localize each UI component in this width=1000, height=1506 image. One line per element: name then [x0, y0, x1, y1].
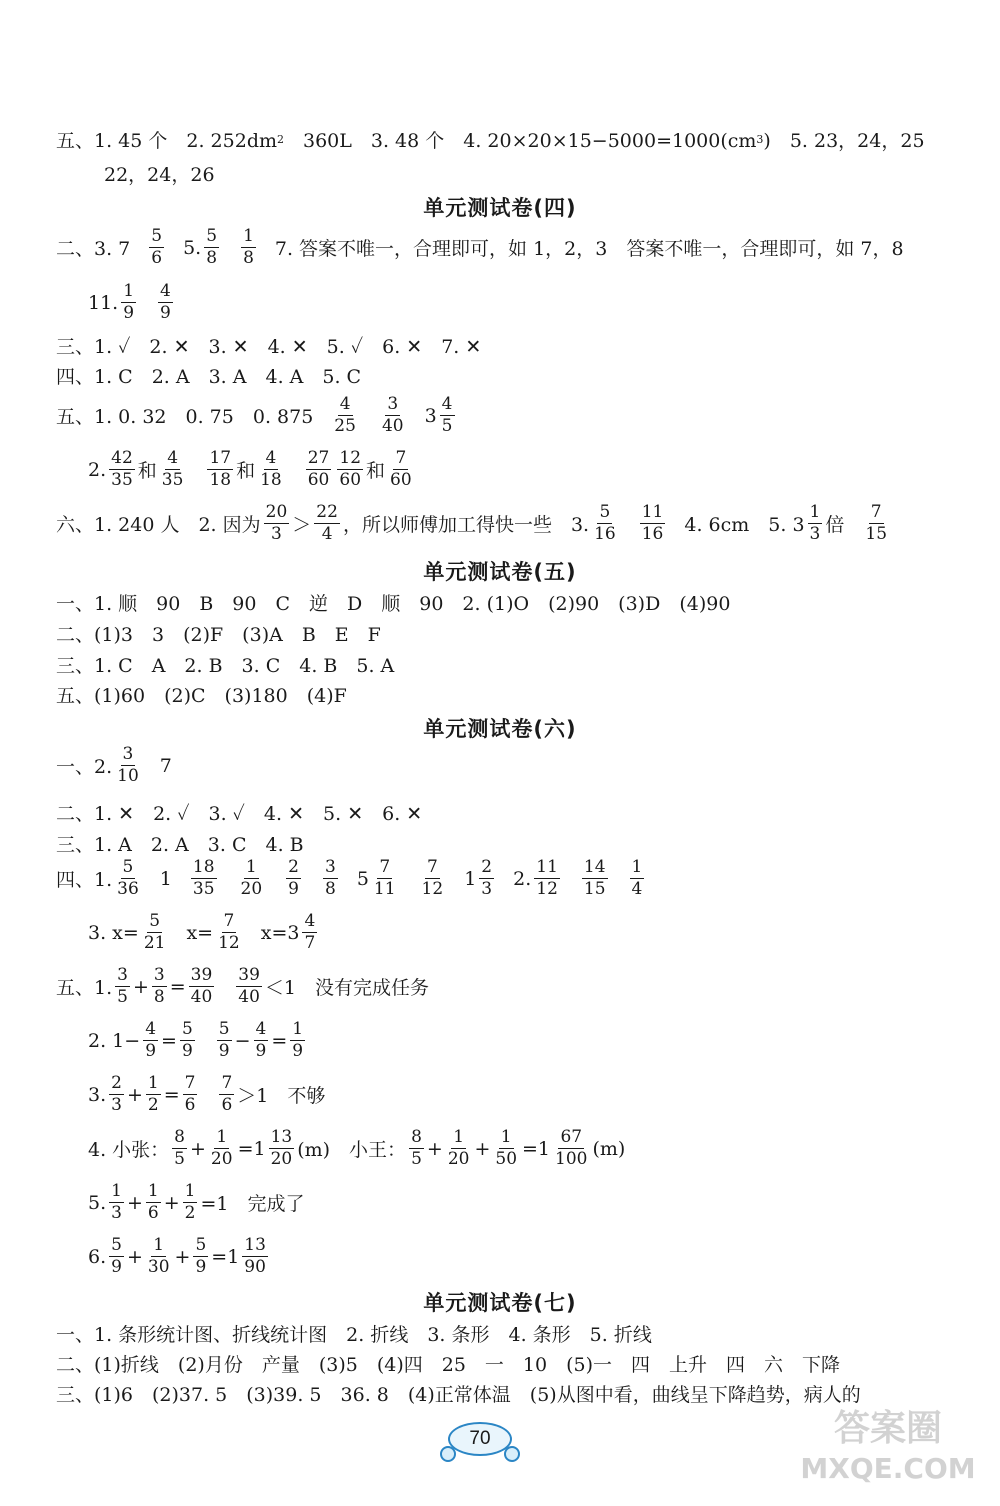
fraction: $\frac{3}{40}$ — [381, 394, 404, 436]
answer-text: 二、1. ✕ 2. ✓ 3. ✓ 4. ✕ 5. ✕ 6. ✕ — [56, 803, 423, 825]
answer-line — [56, 589, 730, 616]
fraction: $\frac{1}{3}$ — [809, 502, 821, 544]
answer-text: 和 — [366, 460, 386, 482]
answer-text: =1 — [522, 1137, 551, 1160]
answer-text: 六、1. 240 人 2. 因为 — [56, 514, 261, 536]
answer-text: + — [426, 1137, 443, 1160]
answer-text: ，所以师傅加工得快一些 3. — [342, 514, 590, 536]
answer-line — [56, 1350, 840, 1377]
fraction: $\frac{11}{16}$ — [641, 502, 664, 544]
fraction: $\frac{13}{90}$ — [244, 1235, 266, 1277]
superscript: 3 — [756, 133, 764, 146]
answer-text: 三、1. C A 2. B 3. C 4. B 5. A — [56, 655, 395, 677]
fraction: $\frac{3}{5}$ — [117, 965, 128, 1007]
answer-line — [56, 1380, 861, 1407]
fraction: $\frac{1}{8}$ — [243, 226, 254, 268]
answer-text: ＜1 没有完成任务 — [264, 977, 430, 999]
fraction: $\frac{42}{35}$ — [111, 448, 133, 490]
answer-text: 7 — [159, 754, 172, 777]
answer-line — [56, 830, 304, 857]
answer-text: 五、1. — [56, 977, 113, 999]
answer-text: 5 — [356, 867, 369, 890]
answer-text: 2. 1− — [88, 1029, 141, 1052]
watermark-logo — [788, 1398, 988, 1492]
fraction: $\frac{1}{20}$ — [240, 857, 263, 899]
answer-text: 四、1. C 2. A 3. A 4. A 5. C — [56, 366, 362, 388]
fraction: $\frac{1}{9}$ — [123, 281, 135, 323]
answer-text: 四、1. — [56, 869, 113, 891]
answer-text: =1 — [237, 1137, 266, 1160]
answer-line — [56, 228, 904, 267]
answer-line — [88, 1183, 304, 1222]
fraction: $\frac{2}{3}$ — [111, 1073, 122, 1115]
answer-text: 11. — [88, 291, 119, 314]
answer-text: + — [126, 1191, 143, 1214]
answer-line — [56, 332, 481, 359]
answer-text: 5. — [183, 236, 202, 259]
fraction: $\frac{2}{3}$ — [481, 857, 493, 899]
answer-text: 一、1. 条形统计图、折线统计图 2. 折线 3. 条形 4. 条形 5. 折线 — [56, 1324, 652, 1346]
watermark-bottom-text: MXQE.COM — [800, 1452, 976, 1485]
fraction: $\frac{18}{35}$ — [192, 857, 215, 899]
answer-text: = — [271, 1029, 288, 1052]
answer-text: 三、(1)6 (2)37. 5 (3)39. 5 36. 8 (4)正常体温 (5)从图中看，曲线呈下降趋势，病人的 — [56, 1384, 861, 1406]
answer-line — [88, 1021, 308, 1060]
answer-text: 3. — [88, 1083, 107, 1106]
section-heading: 单元测试卷(四) — [423, 196, 577, 220]
answer-text: 和 — [137, 460, 157, 482]
answer-text: 1 — [159, 867, 172, 890]
answer-text: ＞ — [292, 514, 312, 536]
fraction: $\frac{4}{18}$ — [260, 448, 282, 490]
answer-line — [56, 620, 381, 647]
answer-text: 3 — [424, 404, 437, 427]
fraction: $\frac{8}{5}$ — [174, 1127, 185, 1169]
page-number — [440, 1418, 520, 1464]
fraction: $\frac{1}{3}$ — [111, 1181, 122, 1223]
answer-line — [88, 1075, 325, 1114]
fraction: $\frac{7}{6}$ — [221, 1073, 233, 1115]
answer-text: x=3 — [260, 921, 300, 944]
fraction: $\frac{7}{6}$ — [184, 1073, 196, 1115]
fraction: $\frac{1}{9}$ — [292, 1019, 304, 1061]
answer-text: + — [132, 975, 149, 998]
fraction: $\frac{1}{2}$ — [184, 1181, 196, 1223]
answer-text: = — [169, 975, 186, 998]
answer-line — [88, 913, 320, 952]
fraction: $\frac{20}{3}$ — [265, 502, 288, 544]
answer-line — [56, 396, 458, 435]
fraction: $\frac{39}{40}$ — [190, 965, 213, 1007]
answer-text: 一、2. — [56, 756, 113, 778]
fraction: $\frac{5}{6}$ — [151, 226, 163, 268]
answer-line — [88, 450, 417, 489]
answer-text: + — [190, 1137, 206, 1160]
page-number-text: 70 — [469, 1428, 491, 1449]
answer-text: (m) — [592, 1137, 626, 1160]
section-heading: 单元测试卷(五) — [423, 560, 577, 584]
fraction: $\frac{1}{4}$ — [631, 857, 643, 899]
answer-line — [56, 362, 361, 389]
answer-text: 倍 — [825, 514, 845, 536]
answer-text: 5. — [88, 1191, 107, 1214]
fraction: $\frac{5}{9}$ — [195, 1235, 207, 1277]
fraction: $\frac{3}{10}$ — [117, 744, 139, 786]
fraction: $\frac{5}{16}$ — [594, 502, 616, 544]
fraction: $\frac{4}{5}$ — [441, 394, 453, 436]
answer-text: 360L 3. 48 个 4. 20×20×15−5000=1000(cm — [284, 130, 757, 152]
answer-text: 五、1. 45 个 2. 252dm — [56, 130, 277, 152]
fraction: $\frac{67}{100}$ — [555, 1127, 588, 1169]
answer-text: 4. 6cm 5. 3 — [684, 514, 805, 536]
answer-text: 1 — [464, 867, 477, 890]
answer-text: =1 — [211, 1245, 240, 1268]
fraction: $\frac{5}{9}$ — [218, 1019, 230, 1061]
answer-text: 三、1. A 2. A 3. C 4. B — [56, 834, 304, 856]
answer-text: 7. 答案不唯一，合理即可，如 1，2，3 答案不唯一，合理即可，如 7，8 — [274, 238, 904, 260]
answer-line — [104, 160, 215, 187]
fraction: $\frac{3}{8}$ — [324, 857, 336, 899]
fraction: $\frac{39}{40}$ — [238, 965, 260, 1007]
answer-line — [56, 799, 422, 826]
fraction: $\frac{7}{11}$ — [373, 857, 396, 899]
answer-text: + — [474, 1137, 491, 1160]
answer-text: =1 完成了 — [200, 1193, 305, 1215]
fraction: $\frac{4}{9}$ — [160, 281, 171, 323]
fraction: $\frac{5}{9}$ — [111, 1235, 122, 1277]
fraction: $\frac{8}{5}$ — [411, 1127, 422, 1169]
fraction: $\frac{7}{60}$ — [390, 448, 412, 490]
fraction: $\frac{1}{20}$ — [210, 1127, 233, 1169]
superscript: 2 — [277, 133, 284, 146]
section-heading: 单元测试卷(六) — [423, 717, 577, 741]
fraction: $\frac{1}{30}$ — [147, 1235, 170, 1277]
answer-text: + — [163, 1191, 180, 1214]
answer-line — [56, 681, 347, 708]
answer-text: 二、(1)折线 (2)月份 产量 (3)5 (4)四 25 一 10 (5)一 四 上升 四 六 下降 — [56, 1354, 841, 1376]
answer-text: 2. — [513, 867, 532, 890]
answer-text: (m) 小王： — [297, 1139, 407, 1161]
fraction: $\frac{12}{60}$ — [339, 448, 362, 490]
fraction: $\frac{1}{50}$ — [495, 1127, 518, 1169]
answer-text: 二、(1)3 3 (2)F (3)A B E F — [56, 624, 381, 646]
answer-line — [56, 1320, 652, 1347]
fraction: $\frac{7}{15}$ — [865, 502, 888, 544]
answer-text: + — [126, 1245, 143, 1268]
answer-text: + — [174, 1245, 191, 1268]
section-heading: 单元测试卷(七) — [423, 1291, 577, 1315]
answer-text: 五、(1)60 (2)C (3)180 (4)F — [56, 685, 347, 707]
answer-line — [56, 504, 892, 543]
fraction: $\frac{1}{20}$ — [447, 1127, 470, 1169]
fraction: $\frac{3}{8}$ — [153, 965, 165, 1007]
answer-text: 一、1. 顺 90 B 90 C 逆 D 顺 90 2. (1)O (2)90 (3)D (4)90 — [56, 593, 731, 615]
answer-text: 二、3. 7 — [56, 238, 131, 260]
fraction: $\frac{5}{21}$ — [143, 911, 166, 953]
fraction: $\frac{11}{12}$ — [536, 857, 558, 899]
fraction: $\frac{13}{20}$ — [270, 1127, 293, 1169]
fraction: $\frac{7}{12}$ — [421, 857, 444, 899]
fraction: $\frac{4}{7}$ — [304, 911, 316, 953]
answer-text: 五、1. 0. 32 0. 75 0. 875 — [56, 406, 314, 428]
answer-text: 6. — [88, 1245, 107, 1268]
fraction: $\frac{5}{9}$ — [181, 1019, 193, 1061]
answer-line — [88, 1237, 271, 1276]
answer-line — [56, 967, 429, 1006]
fraction: $\frac{7}{12}$ — [218, 911, 240, 953]
answer-line — [56, 651, 394, 678]
answer-text: = — [161, 1029, 177, 1052]
fraction: $\frac{14}{15}$ — [583, 857, 606, 899]
fraction: $\frac{1}{2}$ — [147, 1073, 159, 1115]
fraction: $\frac{5}{36}$ — [117, 857, 139, 899]
watermark-top-text: 答案圈 — [833, 1408, 943, 1449]
answer-line — [56, 859, 647, 898]
answer-text: x= — [186, 921, 214, 944]
fraction: $\frac{2}{9}$ — [288, 857, 299, 899]
answer-text: + — [126, 1083, 143, 1106]
fraction: $\frac{17}{18}$ — [209, 448, 232, 490]
answer-text: ) 5. 23，24，25 — [763, 130, 925, 152]
answer-text: 4. 小张： — [88, 1139, 170, 1161]
answer-line — [88, 1129, 625, 1168]
fraction: $\frac{4}{9}$ — [145, 1019, 157, 1061]
fraction: $\frac{1}{6}$ — [147, 1181, 159, 1223]
answer-text: = — [163, 1083, 180, 1106]
answer-line — [56, 126, 925, 153]
answer-text: 三、1. ✓ 2. ✕ 3. ✕ 4. ✕ 5. ✓ 6. ✕ 7. ✕ — [56, 336, 482, 358]
fraction: $\frac{22}{4}$ — [316, 502, 338, 544]
answer-text: 2. — [88, 458, 107, 481]
answer-text: 22，24，26 — [104, 164, 215, 186]
fraction: $\frac{5}{8}$ — [206, 226, 218, 268]
answer-text: 和 — [236, 460, 256, 482]
answer-text: ＞1 不够 — [237, 1085, 326, 1107]
answer-line — [56, 746, 172, 785]
fraction: $\frac{27}{60}$ — [307, 448, 330, 490]
fraction: $\frac{4}{9}$ — [255, 1019, 267, 1061]
fraction: $\frac{4}{25}$ — [334, 394, 356, 436]
fraction: $\frac{4}{35}$ — [161, 448, 184, 490]
answer-text: 3. x= — [88, 921, 139, 944]
answer-line — [88, 283, 176, 322]
answer-text: − — [234, 1029, 251, 1052]
